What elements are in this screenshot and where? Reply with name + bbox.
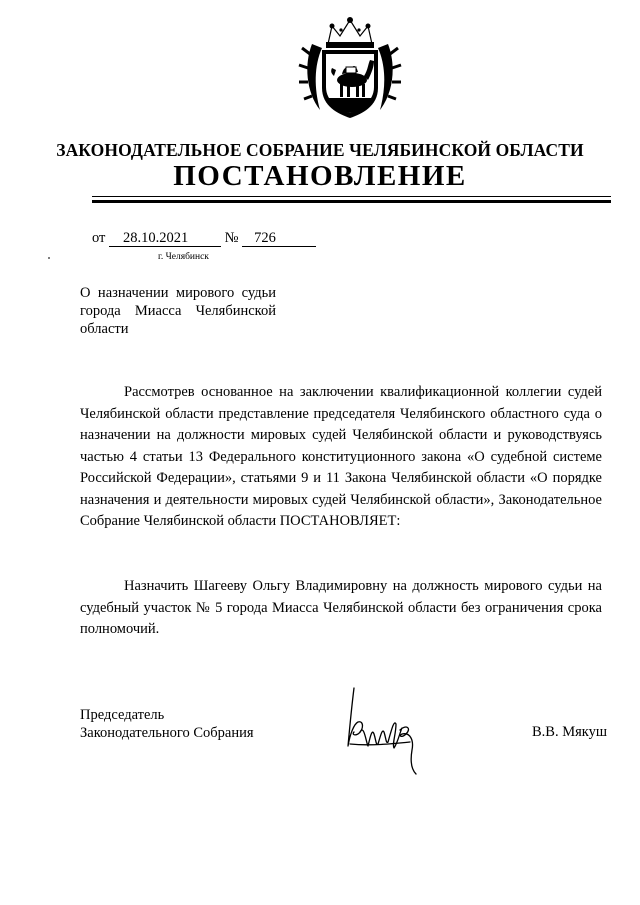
signatory-position <box>80 706 254 742</box>
subject-line: города Миасса Челябинской <box>80 303 276 319</box>
city-label: г. Челябинск <box>158 252 209 262</box>
number-prefix: № <box>224 230 239 246</box>
document-number: 726 <box>242 231 316 247</box>
organization-title: ЗАКОНОДАТЕЛЬНОЕ СОБРАНИЕ ЧЕЛЯБИНСКОЙ ОБЛАСТИ <box>56 140 584 160</box>
scan-dot <box>48 257 50 259</box>
document-subject <box>80 284 276 338</box>
subject-line: области <box>80 321 129 337</box>
subject-line: О назначении мирового судьи <box>80 285 276 301</box>
signatory-position-line: Законодательного Собрания <box>80 725 254 741</box>
date-prefix: от <box>92 230 106 246</box>
signatory-position-line: Председатель <box>80 707 165 723</box>
signatory-name: В.В. Мякуш <box>532 724 608 740</box>
header-divider-thick <box>92 200 611 203</box>
coat-of-arms-emblem <box>298 14 402 122</box>
body-paragraph-preamble: Рассмотрев основанное на заключении квалификационной коллегии судей Челябинской области представление председателя Челябинского областного суда о назначении на должности мировых судей Челябинской области и руководствуясь частью 4 статьи 13 Федерального конституционного закона «О судебной системе Российской Федерации», статьями 9 и 11 Закона Челябинской области «О порядке назначения и деятельности мировых судей Челябинской области», Законодательное Собрание Челябинской области ПОСТАНОВЛЯЕТ: <box>80 384 602 529</box>
header-divider-thin <box>92 196 611 197</box>
date-number-line <box>92 230 316 247</box>
document-type-title: ПОСТАНОВЛЕНИЕ <box>173 160 467 192</box>
handwritten-signature <box>340 684 426 776</box>
body-paragraph-resolution: Назначить Шагееву Ольгу Владимировну на должность мирового судьи на судебный участок № 5 города Миасса Челябинской области без ограничения срока полномочий. <box>80 578 602 637</box>
document-date: 28.10.2021 <box>109 231 221 247</box>
